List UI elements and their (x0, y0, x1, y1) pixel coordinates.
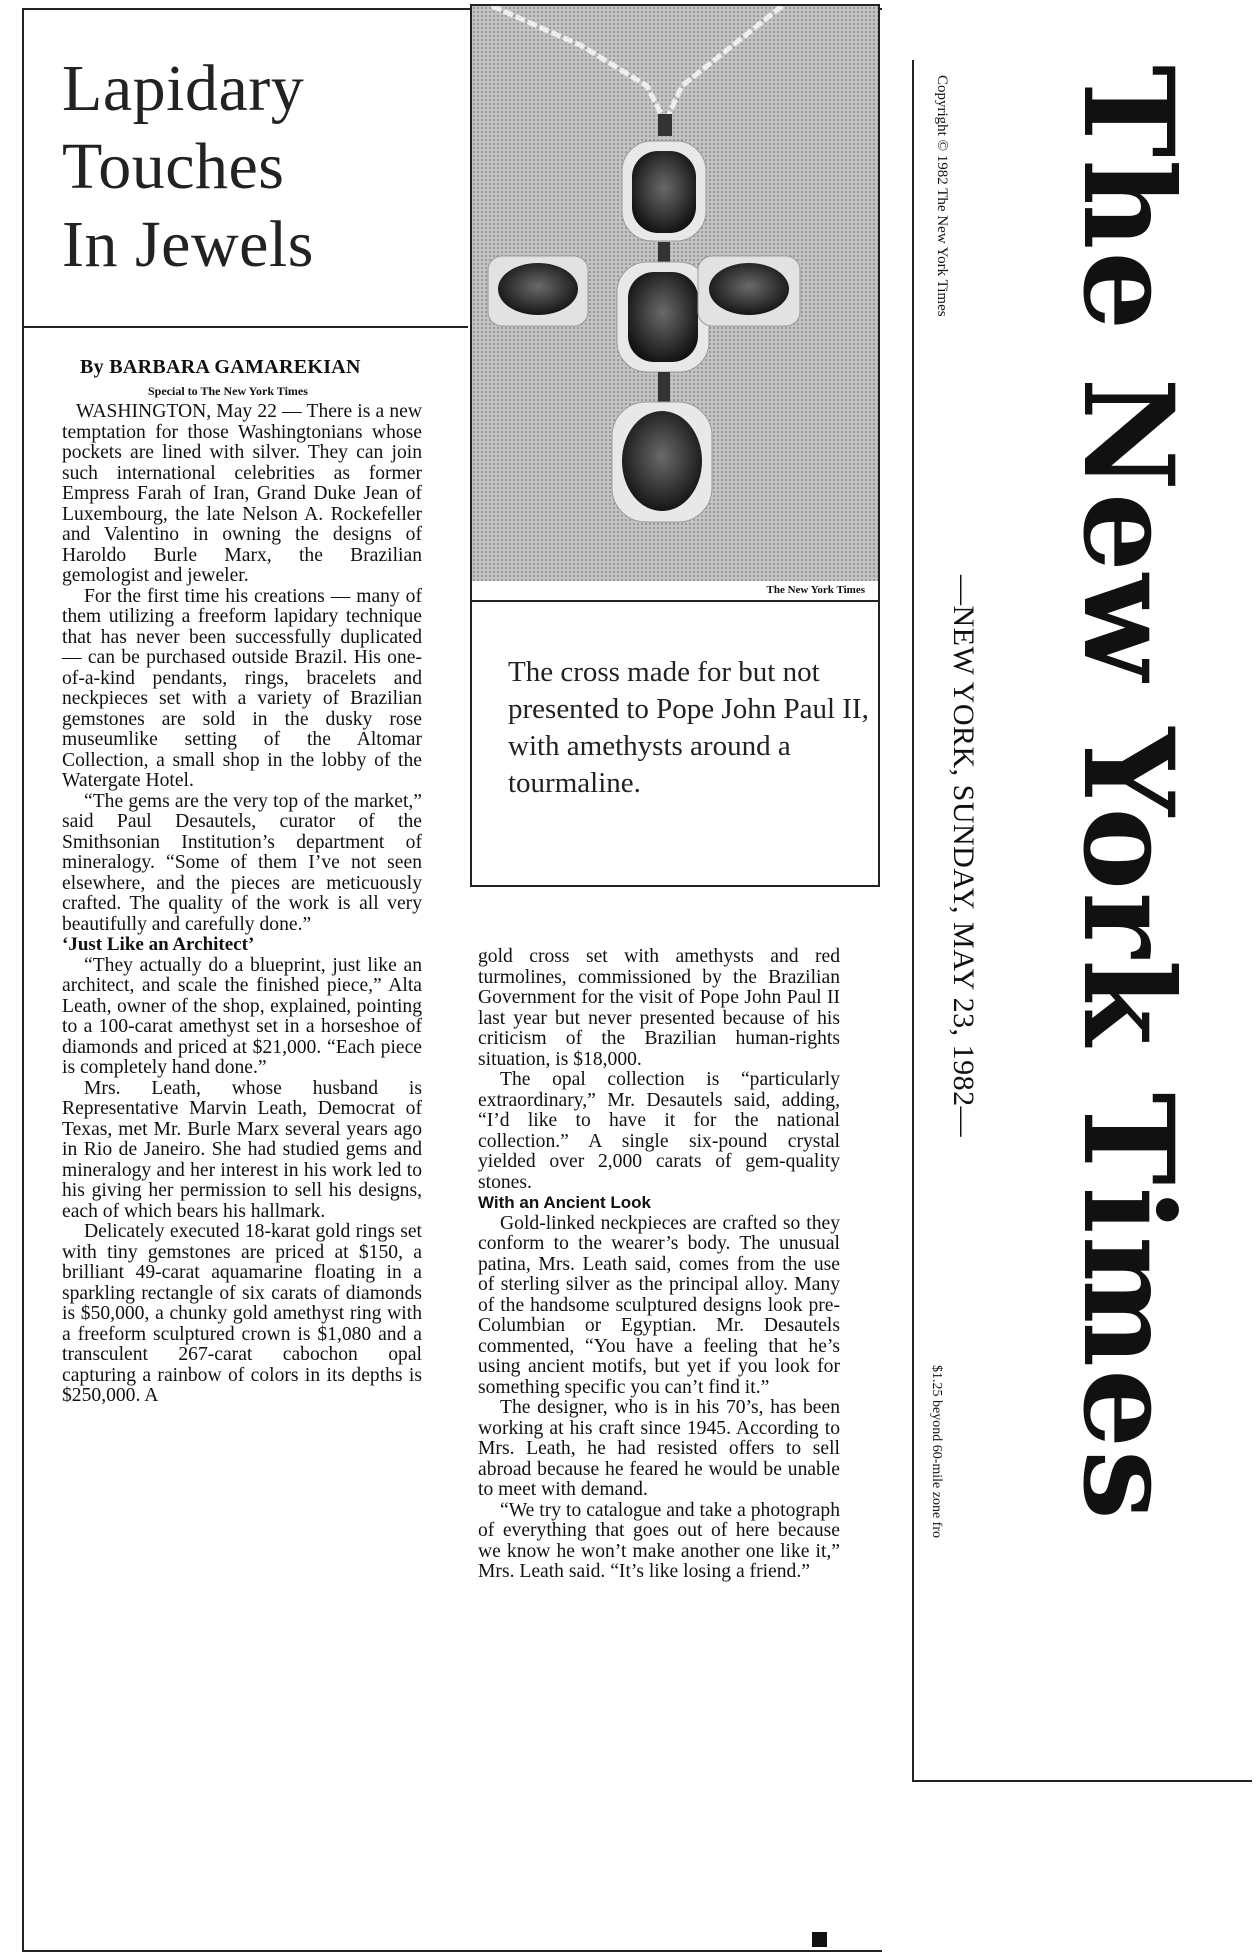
headline-line-3: In Jewels (62, 208, 314, 281)
special-credit: Special to The New York Times (148, 384, 308, 398)
bottom-rule (22, 1950, 882, 1952)
paragraph: “We try to catalogue and take a photograph of everything that goes out of here because we know he won’t make another one like it,” Mrs. Leath said. “It’s like losing a friend.” (478, 1499, 840, 1582)
paragraph: Mrs. Leath, whose husband is Representative Marvin Leath, Democrat of Texas, met Mr. Burle Marx several years ago in Rio de Janeiro. She had studied gems and mineralogy and her interest in his work led to his giving her permission to sell his designs, each of which bears his hallmark. (62, 1077, 422, 1222)
headline (62, 50, 462, 284)
byline: By BARBARA GAMAREKIAN (80, 356, 361, 378)
cross-illustration (472, 6, 878, 600)
paragraph: The designer, who is in his 70’s, has been working at his craft since 1945. According to Mrs. Leath, he had resisted offers to sell abroad because he feared he would be unable to meet with demand. (478, 1397, 840, 1500)
article-column-left (62, 402, 422, 1407)
paragraph: Gold-linked neckpieces are crafted so they conform to the wearer’s body. The unusual patina, Mrs. Leath said, comes from the use of sterling silver as the principal alloy. Many of the handsome sculptured designs look pre-Columbian or Egyptian. Mr. Desautels commented, “You have a feeling that he’s using ancient motifs, but yet if you look for something specific you can’t find it.” (478, 1212, 840, 1398)
caption-box (470, 602, 880, 887)
masthead-title: The New York Times (1055, 65, 1200, 1522)
price-note: $1.25 beyond 60-mile zone fro (929, 1365, 944, 1539)
dateline: —NEW YORK, SUNDAY, MAY 23, 1982— (947, 575, 980, 1138)
end-of-article-mark (812, 1932, 827, 1947)
masthead (912, 65, 1212, 1539)
paragraph: For the first time his creations — many of them utilizing a freeform lapidary technique that has never been successfully duplicated — can be purchased outside Brazil. His one-of-a-kind pendants, rings, bracelets and neckpieces set with a variety of Brazilian gemstones are sold in the dusky rose museumlike setting of the Altomar Collection, a small shop in the lobby of the Watergate Hotel. (62, 585, 422, 791)
cross-photo (470, 4, 880, 602)
paragraph: Delicately executed 18-karat gold rings set with tiny gemstones are priced at $150, a brilliant 49-carat aquamarine floating in a sparkling rectangle of six carats of diamonds is $50,000, a chunky gold amethyst ring with a freeform sculptured crown is $1,080 and a transculent 267-carat cabochon opal capturing a rainbow of colors in its depths is $250,000. A (62, 1221, 422, 1406)
subhead-architect: ‘Just Like an Architect’ (62, 934, 255, 955)
subhead-ancient: With an Ancient Look (478, 1193, 651, 1212)
paragraph: WASHINGTON, May 22 — There is a new temptation for those Washingtonians whose pockets are lined with silver. They can join such international celebrities as former Empress Farah of Iran, Grand Duke Jean of Luxembourg, the late Nelson A. Rockefeller and Valentino in owning the designs of Haroldo Burle Marx, the Brazilian gemologist and jeweler. (62, 401, 422, 586)
article-column-middle (478, 947, 840, 1583)
photo-caption: The cross made for but not presented to Pope John Paul II, with amethysts around a tourmaline. (508, 656, 869, 799)
masthead-bottom-rule (912, 1780, 1252, 1782)
headline-line-1: Lapidary (62, 52, 305, 125)
headline-line-2: Touches (62, 130, 285, 203)
paragraph: “They actually do a blueprint, just like an architect, and scale the finished piece,” Alta Leath, owner of the shop, explained, pointing to a 100-carat amethyst set in a horseshoe of diamonds and priced at $21,000. “Each piece is completely hand done.” (62, 954, 422, 1078)
photo-credit: The New York Times (764, 584, 869, 596)
paragraph: The opal collection is “particularly extraordinary,” Mr. Desautels said, adding, “I’d like to have it for the national collection.” A single six-pound crystal yielded over 2,000 carats of gem-quality stones. (478, 1069, 840, 1193)
copyright-notice: Copyright © 1982 The New York Times (934, 75, 950, 317)
paragraph: gold cross set with amethysts and red turmolines, commissioned by the Brazilian Government for the visit of Pope John Paul II last year but never presented because of his criticism of the Brazilian human-rights situation, is $18,000. (478, 946, 840, 1070)
paragraph: “The gems are the very top of the market,” said Paul Desautels, curator of the Smithsonian Institution’s department of mineralogy. “Some of them I’ve not seen elsewhere, and the pieces are meticuously crafted. The quality of the work is all very beautifully and carefully done.” (62, 790, 422, 935)
